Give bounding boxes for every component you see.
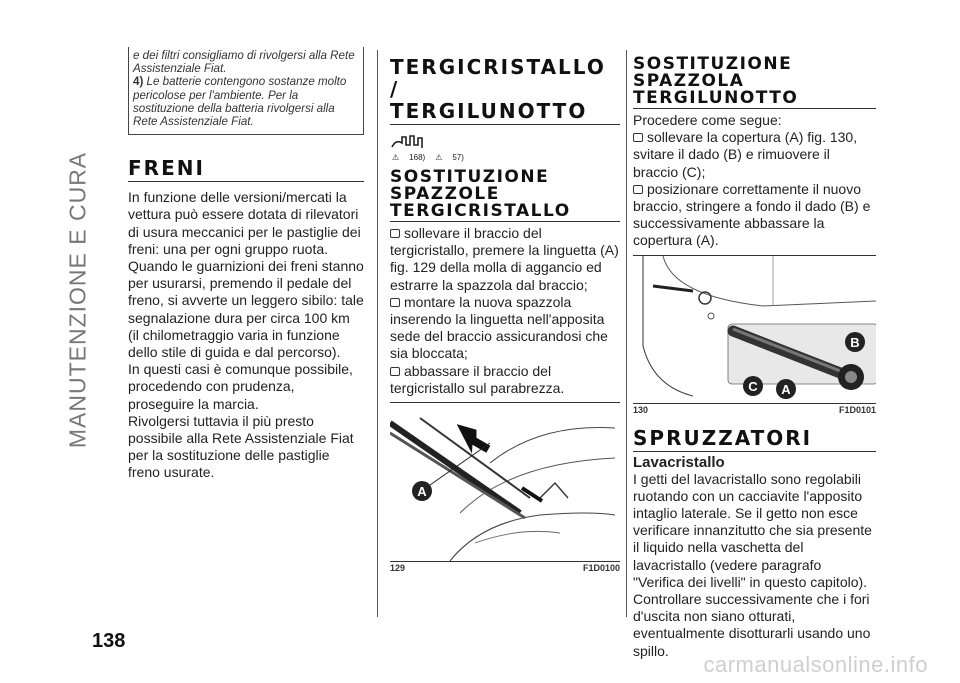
column-divider xyxy=(377,50,378,617)
figure-129 xyxy=(390,403,620,561)
chapter-side-title: MANUTENZIONE E CURA xyxy=(64,151,91,449)
freni-text: In funzione delle versioni/mercati la vettura può essere dotata di rilevatori di usura meccanici per le pastiglie dei freni: una per ogni gruppo ruota. Quando le guarnizioni dei freni stanno per usurarsi, premendo il pedale del freno, si avverte un leggero sibilo: tale segnalazione dura per circa 100 km (il chilometraggio varia in funzione dello stile di guida e dal percorso). In questi casi è comunque possibile, procedendo con prudenza, proseguire la marcia. Rivolgersi tuttavia il più presto possibile alla Rete Assistenziale Fiat per la sostituzione delle pastiglie freno usurate. xyxy=(128,189,364,481)
list-item: montare la nuova spazzola inserendo la linguetta nell'apposita sede del braccio assicurandosi che sia bloccata; xyxy=(390,293,608,362)
list-item: sollevare la copertura (A) fig. 130, svitare il dado (B) e rimuovere il braccio (C); xyxy=(633,129,858,180)
svg-text:C: C xyxy=(748,378,758,394)
list-item: posizionare correttamente il nuovo braccio, stringere a fondo il dado (B) e successivamente abbassare la copertura (A). xyxy=(633,180,871,249)
tergicristallo-steps xyxy=(390,225,620,397)
section-title-tergilunotto: SOSTITUZIONE SPAZZOLA TERGILUNOTTO xyxy=(633,56,876,109)
note-2: 4) Le batterie contengono sostanze molto pericolose per l'ambiente. Per la sostituzione della batteria rivolgersi alla Rete Assistenziale Fiat. xyxy=(133,75,347,129)
svg-text:A: A xyxy=(417,484,427,500)
section-title-spruzzatori: SPRUZZATORI xyxy=(633,427,876,452)
figure-caption xyxy=(390,563,620,573)
section-title-tergicristallo: TERGICRISTALLO / xyxy=(390,55,606,101)
caution-triangle-icon: ⚠ xyxy=(435,153,443,162)
section-title-freni: FRENI xyxy=(128,157,364,182)
warning-triangle-icon: ⚠ xyxy=(392,153,400,162)
tergilunotto-steps xyxy=(633,112,876,250)
column-3 xyxy=(633,47,876,660)
notes-box xyxy=(128,47,364,135)
svg-text:B: B xyxy=(850,334,860,350)
figure-code: F1D0100 xyxy=(582,563,620,574)
figure-caption xyxy=(633,405,876,415)
figure-130 xyxy=(633,256,876,403)
page-number: 138 xyxy=(92,630,126,652)
column-divider xyxy=(626,50,627,617)
intro-text: Procedere come segue: xyxy=(633,112,782,128)
ref-57: 57) xyxy=(452,153,464,162)
spruzzatori-text: I getti del lavacristallo sono regolabili ruotando con un cacciavite l'apposito intaglio laterale. Se il getto non esce verificare innanzitutto che sia presente il liquido nella vaschetta del lavacristallo (vedere paragrafo "Verifica dei livelli" in questo capitolo). Controllare successivamente che i fori d'uscita non siano otturati, eventualmente disotturarli usando uno spillo. xyxy=(633,470,872,659)
ref-168: 168) xyxy=(409,153,426,162)
wiper-illustration xyxy=(390,403,620,561)
list-item: sollevare il braccio del tergicristallo, premere la linguetta (A) fig. 129 della molla di aggancio ed estrarre la spazzola dal braccio; xyxy=(390,225,619,293)
list-item: abbassare il braccio del tergicristallo sul parabrezza. xyxy=(390,362,565,396)
subsection-title-spazzole: SOSTITUZIONE SPAZZOLE TERGICRISTALLO xyxy=(390,169,620,222)
svg-text:A: A xyxy=(781,381,791,397)
column-2: TERGICRISTALLO / TERGILUNOTTO ⚠ 168) ⚠ 57) SOSTITUZIONE SPAZZOLE TERGICRISTALLO sollevare il braccio del tergicristallo, premere la linguetta (A) fig. 129 della molla di aggancio ed estrarre la spazzola dal braccio; montare la nuova spazzola inserendo la linguetta nell'apposita sede del braccio assicurandosi che sia bloccata; abbassare il braccio del tergicristallo sul parabrezza. A 129 F1D0100 xyxy=(390,55,620,574)
subsection-title-lavacristallo: Lavacristallo xyxy=(633,453,725,471)
rear-wiper-illustration xyxy=(633,256,876,403)
hand-tool-icon xyxy=(390,133,430,153)
note-1: e dei filtri consigliamo di rivolgersi alla Rete Assistenziale Fiat. xyxy=(133,49,355,76)
figure-number: 130 xyxy=(633,404,649,415)
figure-number: 129 xyxy=(390,563,406,574)
figure-code: F1D0101 xyxy=(838,404,876,415)
column-1 xyxy=(128,47,364,482)
watermark: carmanualsonline.info xyxy=(703,652,928,677)
warning-refs xyxy=(390,133,620,167)
